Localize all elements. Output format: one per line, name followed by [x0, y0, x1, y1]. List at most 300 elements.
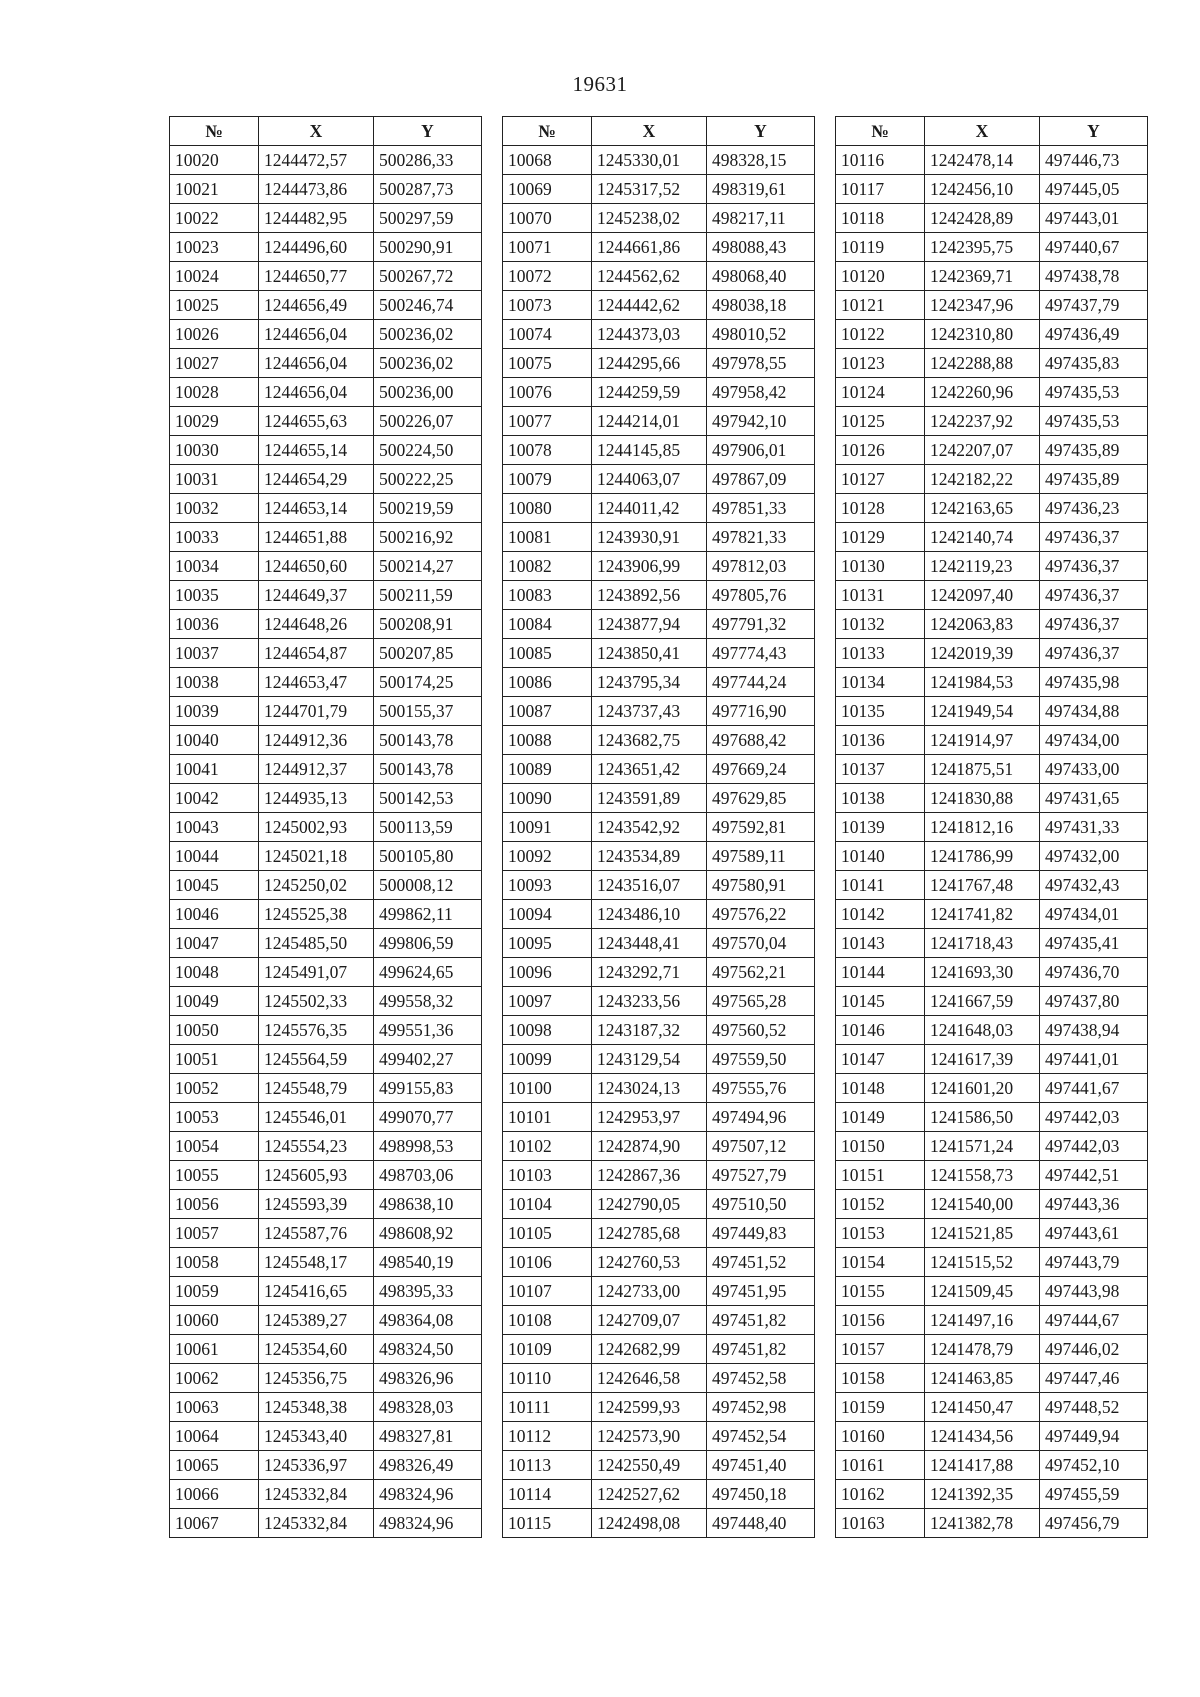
x-coordinate-cell: 1241830,88: [925, 784, 1040, 813]
point-number-cell: 10108: [503, 1306, 592, 1335]
table-row: [170, 987, 482, 1016]
y-coordinate-cell: 499862,11: [374, 900, 482, 929]
point-number-cell: 10021: [170, 175, 259, 204]
header-row: [503, 117, 815, 146]
point-number-cell: 10139: [836, 813, 925, 842]
x-coordinate-cell: 1242119,23: [925, 552, 1040, 581]
point-number-cell: 10149: [836, 1103, 925, 1132]
point-number-cell: 10109: [503, 1335, 592, 1364]
y-coordinate-cell: 498068,40: [707, 262, 815, 291]
point-number-cell: 10134: [836, 668, 925, 697]
x-coordinate-cell: 1243591,89: [592, 784, 707, 813]
point-number-cell: 10052: [170, 1074, 259, 1103]
y-coordinate-cell: 500214,27: [374, 552, 482, 581]
x-coordinate-cell: 1242760,53: [592, 1248, 707, 1277]
table-row: [836, 958, 1148, 987]
point-number-cell: 10140: [836, 842, 925, 871]
x-coordinate-cell: 1241767,48: [925, 871, 1040, 900]
table-row: [503, 610, 815, 639]
table-row: [170, 204, 482, 233]
x-coordinate-cell: 1241417,88: [925, 1451, 1040, 1480]
table-row: [503, 1161, 815, 1190]
y-coordinate-cell: 497432,43: [1040, 871, 1148, 900]
x-coordinate-cell: 1243024,13: [592, 1074, 707, 1103]
table-row: [836, 784, 1148, 813]
header-row: [836, 117, 1148, 146]
point-number-cell: 10057: [170, 1219, 259, 1248]
point-number-cell: 10047: [170, 929, 259, 958]
table-row: [170, 668, 482, 697]
table-row: [503, 755, 815, 784]
point-number-cell: 10029: [170, 407, 259, 436]
y-coordinate-cell: 497452,58: [707, 1364, 815, 1393]
y-coordinate-cell: 497570,04: [707, 929, 815, 958]
y-coordinate-cell: 497451,82: [707, 1306, 815, 1335]
point-number-cell: 10092: [503, 842, 592, 871]
y-coordinate-cell: 497442,51: [1040, 1161, 1148, 1190]
point-number-cell: 10133: [836, 639, 925, 668]
y-coordinate-cell: 497812,03: [707, 552, 815, 581]
point-number-cell: 10143: [836, 929, 925, 958]
y-coordinate-cell: 497507,12: [707, 1132, 815, 1161]
table-row: [170, 175, 482, 204]
x-coordinate-cell: 1241382,78: [925, 1509, 1040, 1538]
y-coordinate-cell: 497436,37: [1040, 610, 1148, 639]
y-coordinate-cell: 497443,79: [1040, 1248, 1148, 1277]
y-coordinate-cell: 500143,78: [374, 726, 482, 755]
x-coordinate-cell: 1245593,39: [259, 1190, 374, 1219]
x-coordinate-cell: 1245238,02: [592, 204, 707, 233]
table-row: [836, 900, 1148, 929]
table-row: [170, 1422, 482, 1451]
header-x: X: [592, 117, 707, 146]
x-coordinate-cell: 1244063,07: [592, 465, 707, 494]
point-number-cell: 10136: [836, 726, 925, 755]
y-coordinate-cell: 498319,61: [707, 175, 815, 204]
x-coordinate-cell: 1245332,84: [259, 1480, 374, 1509]
y-coordinate-cell: 497906,01: [707, 436, 815, 465]
x-coordinate-cell: 1241497,16: [925, 1306, 1040, 1335]
y-coordinate-cell: 498326,49: [374, 1451, 482, 1480]
x-coordinate-cell: 1241478,79: [925, 1335, 1040, 1364]
table-row: [836, 668, 1148, 697]
header-x: X: [259, 117, 374, 146]
y-coordinate-cell: 499551,36: [374, 1016, 482, 1045]
y-coordinate-cell: 497978,55: [707, 349, 815, 378]
y-coordinate-cell: 498038,18: [707, 291, 815, 320]
point-number-cell: 10091: [503, 813, 592, 842]
x-coordinate-cell: 1245389,27: [259, 1306, 374, 1335]
table-row: [170, 523, 482, 552]
y-coordinate-cell: 497555,76: [707, 1074, 815, 1103]
point-number-cell: 10097: [503, 987, 592, 1016]
y-coordinate-cell: 497446,02: [1040, 1335, 1148, 1364]
point-number-cell: 10073: [503, 291, 592, 320]
y-coordinate-cell: 497443,36: [1040, 1190, 1148, 1219]
table-row: [170, 465, 482, 494]
point-number-cell: 10072: [503, 262, 592, 291]
table-row: [836, 1422, 1148, 1451]
x-coordinate-cell: 1242369,71: [925, 262, 1040, 291]
y-coordinate-cell: 498010,52: [707, 320, 815, 349]
x-coordinate-cell: 1244496,60: [259, 233, 374, 262]
x-coordinate-cell: 1241875,51: [925, 755, 1040, 784]
coordinate-table-1: [169, 116, 482, 1538]
table-row: [170, 146, 482, 175]
x-coordinate-cell: 1243906,99: [592, 552, 707, 581]
table-row: [836, 349, 1148, 378]
x-coordinate-cell: 1241515,52: [925, 1248, 1040, 1277]
table-row: [836, 1219, 1148, 1248]
y-coordinate-cell: 497435,41: [1040, 929, 1148, 958]
table-row: [503, 436, 815, 465]
y-coordinate-cell: 498328,03: [374, 1393, 482, 1422]
x-coordinate-cell: 1244373,03: [592, 320, 707, 349]
point-number-cell: 10147: [836, 1045, 925, 1074]
x-coordinate-cell: 1242288,88: [925, 349, 1040, 378]
y-coordinate-cell: 497435,53: [1040, 407, 1148, 436]
x-coordinate-cell: 1245021,18: [259, 842, 374, 871]
x-coordinate-cell: 1244912,37: [259, 755, 374, 784]
point-number-cell: 10043: [170, 813, 259, 842]
point-number-cell: 10100: [503, 1074, 592, 1103]
table-row: [170, 1393, 482, 1422]
y-coordinate-cell: 497445,05: [1040, 175, 1148, 204]
header-number: №: [836, 117, 925, 146]
y-coordinate-cell: 500287,73: [374, 175, 482, 204]
table-row: [170, 581, 482, 610]
point-number-cell: 10094: [503, 900, 592, 929]
x-coordinate-cell: 1242550,49: [592, 1451, 707, 1480]
table-row: [836, 1451, 1148, 1480]
y-coordinate-cell: 498217,11: [707, 204, 815, 233]
point-number-cell: 10135: [836, 697, 925, 726]
x-coordinate-cell: 1244472,57: [259, 146, 374, 175]
x-coordinate-cell: 1241667,59: [925, 987, 1040, 1016]
table-row: [170, 784, 482, 813]
table-row: [503, 1480, 815, 1509]
point-number-cell: 10049: [170, 987, 259, 1016]
x-coordinate-cell: 1245317,52: [592, 175, 707, 204]
x-coordinate-cell: 1242456,10: [925, 175, 1040, 204]
point-number-cell: 10148: [836, 1074, 925, 1103]
point-number-cell: 10046: [170, 900, 259, 929]
table-row: [170, 1480, 482, 1509]
y-coordinate-cell: 500297,59: [374, 204, 482, 233]
table-row: [836, 697, 1148, 726]
point-number-cell: 10033: [170, 523, 259, 552]
y-coordinate-cell: 497688,42: [707, 726, 815, 755]
point-number-cell: 10042: [170, 784, 259, 813]
y-coordinate-cell: 497805,76: [707, 581, 815, 610]
x-coordinate-cell: 1243516,07: [592, 871, 707, 900]
x-coordinate-cell: 1242428,89: [925, 204, 1040, 233]
header-y: Y: [707, 117, 815, 146]
x-coordinate-cell: 1244912,36: [259, 726, 374, 755]
point-number-cell: 10023: [170, 233, 259, 262]
table-row: [170, 1074, 482, 1103]
point-number-cell: 10085: [503, 639, 592, 668]
point-number-cell: 10116: [836, 146, 925, 175]
y-coordinate-cell: 499402,27: [374, 1045, 482, 1074]
point-number-cell: 10034: [170, 552, 259, 581]
y-coordinate-cell: 497436,49: [1040, 320, 1148, 349]
y-coordinate-cell: 499624,65: [374, 958, 482, 987]
point-number-cell: 10099: [503, 1045, 592, 1074]
x-coordinate-cell: 1244701,79: [259, 697, 374, 726]
x-coordinate-cell: 1243877,94: [592, 610, 707, 639]
x-coordinate-cell: 1243795,34: [592, 668, 707, 697]
table-row: [836, 1132, 1148, 1161]
y-coordinate-cell: 500105,80: [374, 842, 482, 871]
y-coordinate-cell: 500142,53: [374, 784, 482, 813]
y-coordinate-cell: 497456,79: [1040, 1509, 1148, 1538]
table-row: [836, 581, 1148, 610]
y-coordinate-cell: 497448,52: [1040, 1393, 1148, 1422]
header-y: Y: [1040, 117, 1148, 146]
point-number-cell: 10036: [170, 610, 259, 639]
point-number-cell: 10024: [170, 262, 259, 291]
table-row: [836, 175, 1148, 204]
y-coordinate-cell: 497443,98: [1040, 1277, 1148, 1306]
x-coordinate-cell: 1242785,68: [592, 1219, 707, 1248]
y-coordinate-cell: 498327,81: [374, 1422, 482, 1451]
point-number-cell: 10115: [503, 1509, 592, 1538]
y-coordinate-cell: 497443,01: [1040, 204, 1148, 233]
y-coordinate-cell: 497451,95: [707, 1277, 815, 1306]
y-coordinate-cell: 498703,06: [374, 1161, 482, 1190]
x-coordinate-cell: 1244656,04: [259, 378, 374, 407]
point-number-cell: 10102: [503, 1132, 592, 1161]
x-coordinate-cell: 1243534,89: [592, 842, 707, 871]
table-row: [503, 320, 815, 349]
x-coordinate-cell: 1242182,22: [925, 465, 1040, 494]
point-number-cell: 10126: [836, 436, 925, 465]
y-coordinate-cell: 497433,00: [1040, 755, 1148, 784]
point-number-cell: 10061: [170, 1335, 259, 1364]
table-row: [503, 842, 815, 871]
table-row: [836, 610, 1148, 639]
point-number-cell: 10035: [170, 581, 259, 610]
table-row: [503, 262, 815, 291]
table-row: [836, 552, 1148, 581]
x-coordinate-cell: 1241450,47: [925, 1393, 1040, 1422]
x-coordinate-cell: 1242140,74: [925, 523, 1040, 552]
x-coordinate-cell: 1245348,38: [259, 1393, 374, 1422]
x-coordinate-cell: 1245491,07: [259, 958, 374, 987]
y-coordinate-cell: 497434,01: [1040, 900, 1148, 929]
table-row: [170, 1509, 482, 1538]
table-row: [836, 987, 1148, 1016]
table-row: [836, 871, 1148, 900]
x-coordinate-cell: 1245250,02: [259, 871, 374, 900]
y-coordinate-cell: 497744,24: [707, 668, 815, 697]
table-row: [836, 1248, 1148, 1277]
table-row: [170, 320, 482, 349]
y-coordinate-cell: 497942,10: [707, 407, 815, 436]
y-coordinate-cell: 497434,88: [1040, 697, 1148, 726]
x-coordinate-cell: 1241984,53: [925, 668, 1040, 697]
x-coordinate-cell: 1243448,41: [592, 929, 707, 958]
x-coordinate-cell: 1244650,60: [259, 552, 374, 581]
y-coordinate-cell: 497716,90: [707, 697, 815, 726]
y-coordinate-cell: 497444,67: [1040, 1306, 1148, 1335]
table-row: [836, 320, 1148, 349]
table-row: [836, 378, 1148, 407]
point-number-cell: 10044: [170, 842, 259, 871]
y-coordinate-cell: 497442,03: [1040, 1132, 1148, 1161]
x-coordinate-cell: 1241509,45: [925, 1277, 1040, 1306]
x-coordinate-cell: 1244656,04: [259, 349, 374, 378]
y-coordinate-cell: 497437,80: [1040, 987, 1148, 1016]
x-coordinate-cell: 1244442,62: [592, 291, 707, 320]
table-row: [503, 378, 815, 407]
table-row: [836, 1393, 1148, 1422]
x-coordinate-cell: 1244656,49: [259, 291, 374, 320]
y-coordinate-cell: 500155,37: [374, 697, 482, 726]
point-number-cell: 10095: [503, 929, 592, 958]
x-coordinate-cell: 1243651,42: [592, 755, 707, 784]
y-coordinate-cell: 497851,33: [707, 494, 815, 523]
y-coordinate-cell: 497560,52: [707, 1016, 815, 1045]
table-row: [836, 407, 1148, 436]
point-number-cell: 10048: [170, 958, 259, 987]
point-number-cell: 10163: [836, 1509, 925, 1538]
table-row: [836, 146, 1148, 175]
x-coordinate-cell: 1241521,85: [925, 1219, 1040, 1248]
point-number-cell: 10066: [170, 1480, 259, 1509]
x-coordinate-cell: 1242063,83: [925, 610, 1040, 639]
table-row: [836, 291, 1148, 320]
x-coordinate-cell: 1244214,01: [592, 407, 707, 436]
point-number-cell: 10041: [170, 755, 259, 784]
table-row: [836, 1045, 1148, 1074]
x-coordinate-cell: 1245502,33: [259, 987, 374, 1016]
x-coordinate-cell: 1241617,39: [925, 1045, 1040, 1074]
table-row: [170, 1248, 482, 1277]
point-number-cell: 10105: [503, 1219, 592, 1248]
y-coordinate-cell: 497452,54: [707, 1422, 815, 1451]
table-row: [836, 204, 1148, 233]
y-coordinate-cell: 500226,07: [374, 407, 482, 436]
table-row: [503, 349, 815, 378]
point-number-cell: 10117: [836, 175, 925, 204]
y-coordinate-cell: 497438,94: [1040, 1016, 1148, 1045]
y-coordinate-cell: 498324,96: [374, 1509, 482, 1538]
x-coordinate-cell: 1243930,91: [592, 523, 707, 552]
y-coordinate-cell: 500211,59: [374, 581, 482, 610]
point-number-cell: 10138: [836, 784, 925, 813]
table-row: [503, 1045, 815, 1074]
x-coordinate-cell: 1245330,01: [592, 146, 707, 175]
x-coordinate-cell: 1244651,88: [259, 523, 374, 552]
point-number-cell: 10113: [503, 1451, 592, 1480]
x-coordinate-cell: 1241558,73: [925, 1161, 1040, 1190]
y-coordinate-cell: 497443,61: [1040, 1219, 1148, 1248]
point-number-cell: 10059: [170, 1277, 259, 1306]
y-coordinate-cell: 497774,43: [707, 639, 815, 668]
table-row: [836, 1335, 1148, 1364]
point-number-cell: 10146: [836, 1016, 925, 1045]
table-row: [503, 581, 815, 610]
table-row: [503, 1509, 815, 1538]
x-coordinate-cell: 1244649,37: [259, 581, 374, 610]
x-coordinate-cell: 1244562,62: [592, 262, 707, 291]
point-number-cell: 10122: [836, 320, 925, 349]
y-coordinate-cell: 497450,18: [707, 1480, 815, 1509]
table-row: [170, 1364, 482, 1393]
point-number-cell: 10128: [836, 494, 925, 523]
point-number-cell: 10119: [836, 233, 925, 262]
x-coordinate-cell: 1245576,35: [259, 1016, 374, 1045]
point-number-cell: 10053: [170, 1103, 259, 1132]
table-row: [836, 1364, 1148, 1393]
y-coordinate-cell: 497629,85: [707, 784, 815, 813]
x-coordinate-cell: 1242260,96: [925, 378, 1040, 407]
y-coordinate-cell: 497435,89: [1040, 465, 1148, 494]
y-coordinate-cell: 497435,89: [1040, 436, 1148, 465]
table-row: [503, 1451, 815, 1480]
x-coordinate-cell: 1243682,75: [592, 726, 707, 755]
header-y: Y: [374, 117, 482, 146]
y-coordinate-cell: 498326,96: [374, 1364, 482, 1393]
x-coordinate-cell: 1245564,59: [259, 1045, 374, 1074]
x-coordinate-cell: 1241648,03: [925, 1016, 1040, 1045]
table-row: [170, 726, 482, 755]
header-x: X: [925, 117, 1040, 146]
point-number-cell: 10084: [503, 610, 592, 639]
y-coordinate-cell: 497565,28: [707, 987, 815, 1016]
table-row: [503, 1335, 815, 1364]
y-coordinate-cell: 500143,78: [374, 755, 482, 784]
x-coordinate-cell: 1241741,82: [925, 900, 1040, 929]
table-row: [836, 1016, 1148, 1045]
y-coordinate-cell: 497559,50: [707, 1045, 815, 1074]
table-row: [503, 784, 815, 813]
y-coordinate-cell: 500286,33: [374, 146, 482, 175]
x-coordinate-cell: 1243129,54: [592, 1045, 707, 1074]
table-row: [836, 1074, 1148, 1103]
x-coordinate-cell: 1241586,50: [925, 1103, 1040, 1132]
table-row: [170, 697, 482, 726]
table-row: [170, 1132, 482, 1161]
x-coordinate-cell: 1245605,93: [259, 1161, 374, 1190]
point-number-cell: 10124: [836, 378, 925, 407]
y-coordinate-cell: 497451,40: [707, 1451, 815, 1480]
table-row: [503, 494, 815, 523]
y-coordinate-cell: 497527,79: [707, 1161, 815, 1190]
point-number-cell: 10038: [170, 668, 259, 697]
point-number-cell: 10154: [836, 1248, 925, 1277]
x-coordinate-cell: 1244654,29: [259, 465, 374, 494]
table-row: [836, 726, 1148, 755]
y-coordinate-cell: 497867,09: [707, 465, 815, 494]
point-number-cell: 10026: [170, 320, 259, 349]
x-coordinate-cell: 1242646,58: [592, 1364, 707, 1393]
x-coordinate-cell: 1242237,92: [925, 407, 1040, 436]
table-row: [503, 639, 815, 668]
x-coordinate-cell: 1244654,87: [259, 639, 374, 668]
point-number-cell: 10144: [836, 958, 925, 987]
point-number-cell: 10162: [836, 1480, 925, 1509]
table-row: [503, 668, 815, 697]
table-row: [503, 871, 815, 900]
table-row: [170, 552, 482, 581]
y-coordinate-cell: 497576,22: [707, 900, 815, 929]
x-coordinate-cell: 1244145,85: [592, 436, 707, 465]
x-coordinate-cell: 1242709,07: [592, 1306, 707, 1335]
table-row: [836, 465, 1148, 494]
